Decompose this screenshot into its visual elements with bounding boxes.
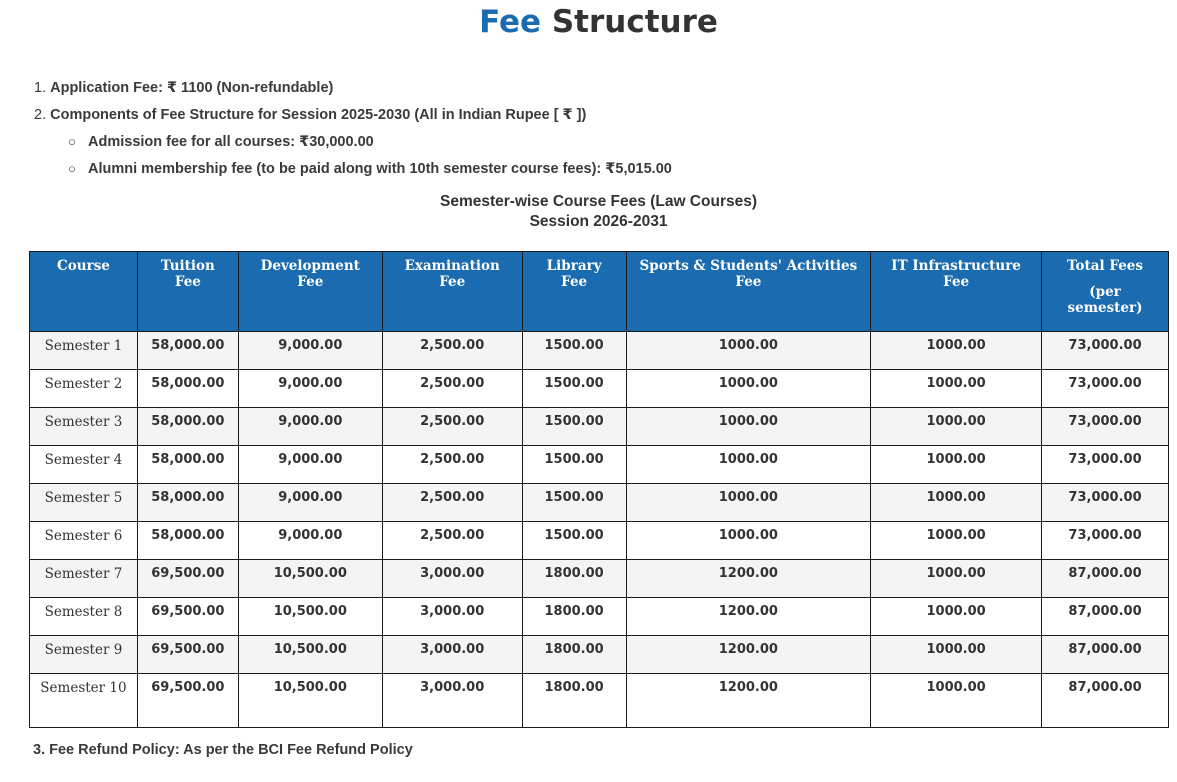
cell-tuition: 69,500.00 — [137, 636, 238, 674]
admission-fee-text: Admission fee for all courses: ₹30,000.00 — [88, 134, 374, 150]
cell-library: 1800.00 — [522, 636, 626, 674]
sub-item-alumni-fee — [34, 159, 672, 186]
circle-bullet-icon: ○ — [68, 134, 76, 149]
table-row — [30, 332, 1169, 370]
cell-total: 87,000.00 — [1042, 674, 1169, 728]
cell-development: 9,000.00 — [238, 332, 382, 370]
cell-course: Semester 8 — [30, 598, 138, 636]
cell-total: 87,000.00 — [1042, 560, 1169, 598]
cell-it: 1000.00 — [871, 408, 1042, 446]
cell-examination: 2,500.00 — [382, 370, 522, 408]
table-row — [30, 370, 1169, 408]
cell-course: Semester 7 — [30, 560, 138, 598]
cell-it: 1000.00 — [871, 560, 1042, 598]
list-number: 2. — [34, 107, 47, 123]
cell-library: 1500.00 — [522, 446, 626, 484]
cell-development: 9,000.00 — [238, 522, 382, 560]
refund-policy: 3. Fee Refund Policy: As per the BCI Fee Refund Policy — [33, 742, 413, 758]
table-row — [30, 408, 1169, 446]
cell-course: Semester 4 — [30, 446, 138, 484]
cell-development: 9,000.00 — [238, 408, 382, 446]
header-it-infrastructure-fee: IT Infrastructure Fee — [871, 252, 1042, 332]
cell-sports: 1000.00 — [626, 522, 871, 560]
cell-sports: 1000.00 — [626, 408, 871, 446]
cell-examination: 2,500.00 — [382, 484, 522, 522]
cell-total: 87,000.00 — [1042, 598, 1169, 636]
cell-tuition: 58,000.00 — [137, 484, 238, 522]
table-row — [30, 674, 1169, 728]
cell-examination: 3,000.00 — [382, 598, 522, 636]
table-heading — [0, 192, 1177, 232]
cell-sports: 1200.00 — [626, 598, 871, 636]
cell-development: 9,000.00 — [238, 370, 382, 408]
cell-examination: 3,000.00 — [382, 674, 522, 728]
cell-tuition: 58,000.00 — [137, 446, 238, 484]
cell-course: Semester 6 — [30, 522, 138, 560]
table-heading-line1: Semester-wise Course Fees (Law Courses) — [439, 193, 757, 210]
cell-course: Semester 10 — [30, 674, 138, 728]
cell-total: 73,000.00 — [1042, 332, 1169, 370]
page-title-rest: Structure — [551, 4, 718, 40]
cell-total: 73,000.00 — [1042, 408, 1169, 446]
cell-tuition: 58,000.00 — [137, 408, 238, 446]
table-row — [30, 446, 1169, 484]
cell-examination: 2,500.00 — [382, 408, 522, 446]
table-row — [30, 484, 1169, 522]
cell-sports: 1000.00 — [626, 446, 871, 484]
cell-library: 1800.00 — [522, 598, 626, 636]
cell-tuition: 69,500.00 — [137, 560, 238, 598]
cell-examination: 2,500.00 — [382, 332, 522, 370]
cell-course: Semester 3 — [30, 408, 138, 446]
cell-development: 10,500.00 — [238, 636, 382, 674]
header-examination-fee: Examination Fee — [382, 252, 522, 332]
cell-it: 1000.00 — [871, 370, 1042, 408]
fee-table — [29, 251, 1169, 728]
cell-course: Semester 5 — [30, 484, 138, 522]
cell-library: 1500.00 — [522, 522, 626, 560]
table-row — [30, 598, 1169, 636]
table-row — [30, 522, 1169, 560]
cell-course: Semester 1 — [30, 332, 138, 370]
header-library-fee: Library Fee — [522, 252, 626, 332]
cell-examination: 3,000.00 — [382, 636, 522, 674]
cell-sports: 1200.00 — [626, 674, 871, 728]
cell-course: Semester 2 — [30, 370, 138, 408]
cell-total: 73,000.00 — [1042, 484, 1169, 522]
page-title — [0, 4, 1177, 40]
cell-sports: 1200.00 — [626, 560, 871, 598]
cell-tuition: 58,000.00 — [137, 522, 238, 560]
list-item-application-fee — [34, 78, 672, 105]
cell-total: 73,000.00 — [1042, 446, 1169, 484]
fee-info-list — [34, 78, 672, 186]
cell-it: 1000.00 — [871, 522, 1042, 560]
header-development-fee: Development Fee — [238, 252, 382, 332]
cell-it: 1000.00 — [871, 332, 1042, 370]
cell-examination: 2,500.00 — [382, 446, 522, 484]
cell-sports: 1000.00 — [626, 332, 871, 370]
components-text: Components of Fee Structure for Session 2025-2030 (All in Indian Rupee [ ₹ ]) — [50, 107, 587, 123]
cell-it: 1000.00 — [871, 636, 1042, 674]
cell-development: 9,000.00 — [238, 446, 382, 484]
cell-library: 1500.00 — [522, 370, 626, 408]
list-item-components — [34, 105, 672, 132]
table-row — [30, 636, 1169, 674]
cell-total: 73,000.00 — [1042, 370, 1169, 408]
header-course: Course — [30, 252, 138, 332]
cell-library: 1500.00 — [522, 408, 626, 446]
cell-development: 10,500.00 — [238, 674, 382, 728]
cell-it: 1000.00 — [871, 484, 1042, 522]
cell-sports: 1200.00 — [626, 636, 871, 674]
cell-development: 10,500.00 — [238, 598, 382, 636]
cell-examination: 3,000.00 — [382, 560, 522, 598]
cell-it: 1000.00 — [871, 598, 1042, 636]
cell-tuition: 69,500.00 — [137, 674, 238, 728]
cell-library: 1800.00 — [522, 560, 626, 598]
cell-sports: 1000.00 — [626, 484, 871, 522]
header-tuition-fee: Tuition Fee — [137, 252, 238, 332]
cell-tuition: 58,000.00 — [137, 332, 238, 370]
cell-tuition: 69,500.00 — [137, 598, 238, 636]
cell-library: 1500.00 — [522, 484, 626, 522]
circle-bullet-icon: ○ — [68, 161, 76, 176]
cell-course: Semester 9 — [30, 636, 138, 674]
cell-sports: 1000.00 — [626, 370, 871, 408]
cell-total: 73,000.00 — [1042, 522, 1169, 560]
cell-development: 9,000.00 — [238, 484, 382, 522]
page-title-accent: Fee — [479, 4, 542, 40]
cell-examination: 2,500.00 — [382, 522, 522, 560]
table-heading-line2: Session 2026-2031 — [529, 213, 668, 230]
cell-library: 1500.00 — [522, 332, 626, 370]
cell-total: 87,000.00 — [1042, 636, 1169, 674]
sub-item-admission-fee — [34, 132, 672, 159]
cell-development: 10,500.00 — [238, 560, 382, 598]
list-number: 1. — [34, 80, 47, 96]
cell-library: 1800.00 — [522, 674, 626, 728]
header-total-fees: Total Fees (per semester) — [1042, 252, 1169, 332]
table-header-row — [30, 252, 1169, 332]
table-row — [30, 560, 1169, 598]
cell-it: 1000.00 — [871, 674, 1042, 728]
cell-tuition: 58,000.00 — [137, 370, 238, 408]
header-sports-fee: Sports & Students' Activities Fee — [626, 252, 871, 332]
alumni-fee-text: Alumni membership fee (to be paid along with 10th semester course fees): ₹5,015.00 — [88, 161, 672, 177]
cell-it: 1000.00 — [871, 446, 1042, 484]
application-fee-text: Application Fee: ₹ 1100 (Non-refundable) — [50, 80, 334, 96]
